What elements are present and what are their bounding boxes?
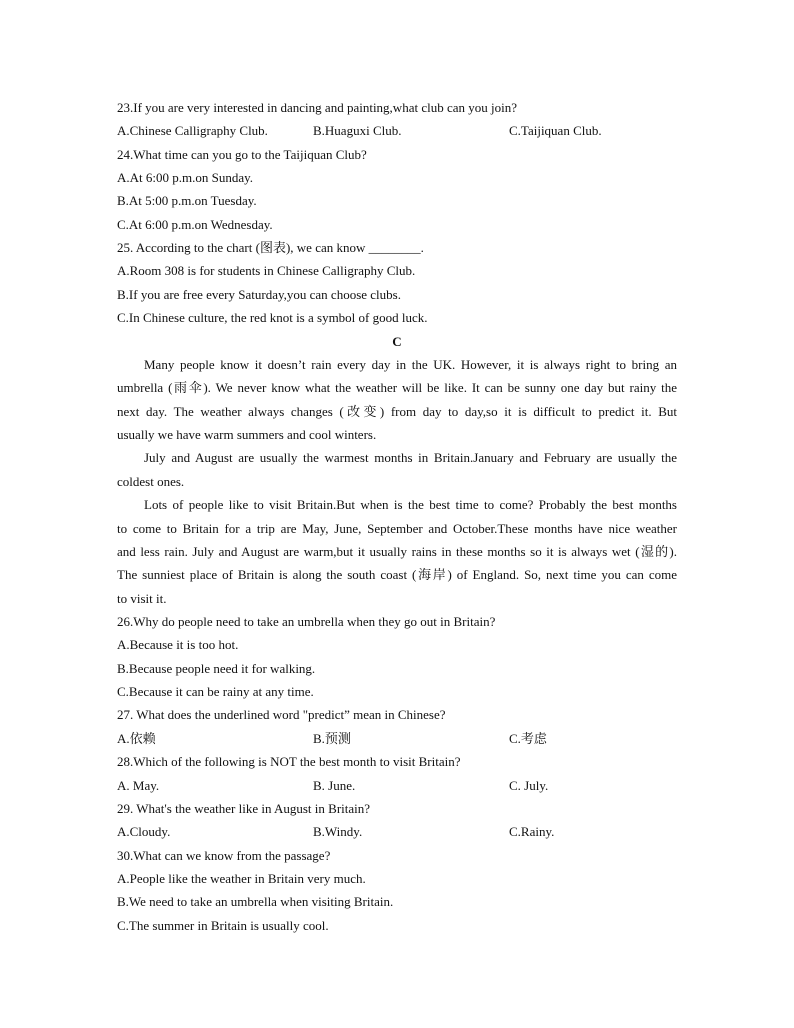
q28-question: 28.Which of the following is NOT the best month to visit Britain? (117, 754, 461, 769)
passage-p1-line-3: next day. The weather always changes (改变) from day to day,so it is difficult to predict it. But (117, 404, 677, 419)
passage-p2-line-2: coldest ones. (117, 474, 185, 489)
q25-option-c: C.In Chinese culture, the red knot is a symbol of good luck. (117, 310, 428, 325)
q30-option-a: A.People like the weather in Britain very much. (117, 871, 366, 886)
q23-question: 23.If you are very interested in dancing and painting,what club can you join? (117, 100, 517, 115)
q23-option-a: A.Chinese Calligraphy Club. (117, 123, 268, 138)
q26-option-a: A.Because it is too hot. (117, 637, 239, 652)
passage-p1-line-1: Many people know it doesn’t rain every day in the UK. However, it is always right to bring an (144, 357, 677, 372)
passage-p3-line-1: Lots of people like to visit Britain.But when is the best time to come? Probably the best months (144, 497, 677, 512)
passage-p3-line-5: to visit it. (117, 591, 167, 606)
passage-p2-line-1: July and August are usually the warmest months in Britain.January and February are usually the (144, 450, 677, 465)
q28-option-c: C. July. (509, 778, 549, 793)
q30-option-c: C.The summer in Britain is usually cool. (117, 918, 329, 933)
passage-p1-line-4: usually we have warm summers and cool winters. (117, 427, 377, 442)
q23-option-c: C.Taijiquan Club. (509, 123, 602, 138)
q28-option-b: B. June. (313, 778, 356, 793)
q24-option-a: A.At 6:00 p.m.on Sunday. (117, 170, 254, 185)
q27-question: 27. What does the underlined word "predict” mean in Chinese? (117, 707, 446, 722)
passage-p3-line-4: The sunniest place of Britain is along the south coast (海岸) of England. So, next time you can come (117, 567, 677, 582)
passage-p3-line-2: to come to Britain for a trip are May, June, September and October.These months have nice weather (117, 521, 677, 536)
q29-question: 29. What's the weather like in August in Britain? (117, 801, 371, 816)
q25-option-b: B.If you are free every Saturday,you can choose clubs. (117, 287, 401, 302)
q30-option-b: B.We need to take an umbrella when visiting Britain. (117, 894, 394, 909)
q27-option-b: B.预测 (313, 731, 351, 746)
q23-option-b: B.Huaguxi Club. (313, 123, 402, 138)
q27-option-c: C.考虑 (509, 731, 547, 746)
q28-option-a: A. May. (117, 778, 160, 793)
passage-p1-line-2: umbrella (雨伞). We never know what the weather will be like. It can be sunny one day but rainy the (117, 380, 677, 395)
passage-p3-line-3: and less rain. July and August are warm,but it usually rains in these months so it is always wet (湿的). (117, 544, 677, 559)
q29-option-c: C.Rainy. (509, 824, 555, 839)
q26-option-c: C.Because it can be rainy at any time. (117, 684, 314, 699)
q25-option-a: A.Room 308 is for students in Chinese Calligraphy Club. (117, 263, 416, 278)
q26-question: 26.Why do people need to take an umbrella when they go out in Britain? (117, 614, 496, 629)
q26-option-b: B.Because people need it for walking. (117, 661, 316, 676)
q24-option-b: B.At 5:00 p.m.on Tuesday. (117, 193, 257, 208)
q29-option-b: B.Windy. (313, 824, 363, 839)
q25-question: 25. According to the chart (图表), we can know ________. (117, 240, 424, 255)
q24-option-c: C.At 6:00 p.m.on Wednesday. (117, 217, 273, 232)
q24-question: 24.What time can you go to the Taijiquan Club? (117, 147, 367, 162)
q27-option-a: A.依赖 (117, 731, 156, 746)
q30-question: 30.What can we know from the passage? (117, 848, 331, 863)
section-title: C (392, 334, 402, 349)
q29-option-a: A.Cloudy. (117, 824, 171, 839)
